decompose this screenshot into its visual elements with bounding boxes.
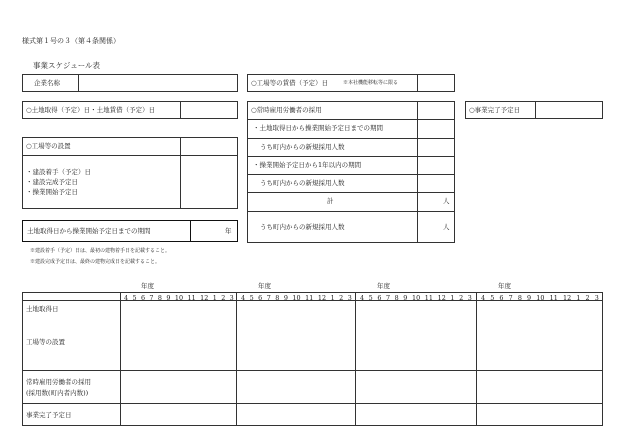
month-label: 3 bbox=[594, 294, 599, 302]
period-years-field[interactable] bbox=[192, 222, 222, 240]
month-label: 8 bbox=[275, 294, 280, 302]
month-label: 4 bbox=[481, 294, 486, 302]
lease-date-label: ○工場等の賃借（予定）日 bbox=[251, 79, 329, 87]
month-header-year-3 bbox=[360, 294, 472, 301]
factory-item-operation-start: ・操業開始予定日 bbox=[26, 188, 78, 196]
factory-item-construction-complete: ・建設完成予定日 bbox=[26, 178, 78, 186]
month-label: 6 bbox=[499, 294, 504, 302]
month-label: 12 bbox=[437, 294, 446, 302]
employment-row-2: うち町内からの新規採用人数 bbox=[260, 143, 345, 151]
land-acquisition-field[interactable] bbox=[181, 102, 237, 118]
period-label: 土地取得日から操業開始予定日までの期間 bbox=[27, 227, 151, 235]
month-label: 7 bbox=[149, 294, 154, 302]
month-label: 8 bbox=[517, 294, 522, 302]
month-label: 5 bbox=[132, 294, 137, 302]
note-construction-complete: ※建設完成予定日は、最終の建物完成日を記載すること。 bbox=[30, 259, 161, 265]
employment-row-3: ・操業開始予定日から1年以内の期間 bbox=[253, 161, 362, 169]
month-label: 8 bbox=[157, 294, 163, 302]
month-label: 1 bbox=[576, 294, 581, 302]
month-label: 9 bbox=[166, 294, 171, 302]
month-label: 2 bbox=[221, 294, 226, 302]
month-header-year-1 bbox=[124, 294, 234, 301]
month-label: 4 bbox=[124, 294, 129, 302]
month-label: 9 bbox=[403, 294, 408, 302]
month-label: 12 bbox=[200, 294, 209, 302]
schedule-row-factory-setup: 工場等の設置 bbox=[26, 338, 65, 346]
month-label: 10 bbox=[174, 294, 184, 302]
employment-label: ○常時雇用労働者の採用 bbox=[251, 106, 322, 114]
employment-row-1: ・土地取得日から操業開始予定日までの期間 bbox=[253, 124, 383, 132]
month-label: 10 bbox=[411, 294, 421, 302]
month-label: 2 bbox=[585, 294, 590, 302]
completion-date-label: ○事業完了予定日 bbox=[469, 106, 521, 114]
month-label: 1 bbox=[450, 294, 455, 302]
month-header-year-2 bbox=[241, 294, 352, 301]
month-label: 1 bbox=[212, 294, 217, 302]
month-label: 4 bbox=[360, 294, 365, 302]
month-label: 6 bbox=[258, 294, 263, 302]
fiscal-year-label-1: 年度 bbox=[141, 282, 154, 290]
month-label: 11 bbox=[305, 294, 314, 302]
month-label: 2 bbox=[459, 294, 464, 302]
month-label: 8 bbox=[394, 294, 399, 302]
month-header-year-4 bbox=[481, 294, 599, 301]
factory-label: ○工場等の設置 bbox=[26, 142, 71, 150]
month-label: 6 bbox=[140, 294, 146, 302]
fiscal-year-label-3: 年度 bbox=[377, 282, 390, 290]
employment-row-4: うち町内からの新規採用人数 bbox=[260, 179, 345, 187]
month-label: 3 bbox=[347, 294, 352, 302]
month-label: 11 bbox=[549, 294, 558, 302]
employment-total-unit: 人 bbox=[443, 197, 450, 205]
month-label: 6 bbox=[377, 294, 382, 302]
period-unit: 年 bbox=[225, 227, 232, 235]
factory-item-construction-start: ・建設着手（予定）日 bbox=[26, 168, 91, 176]
month-label: 4 bbox=[241, 294, 246, 302]
fiscal-year-label-4: 年度 bbox=[498, 282, 511, 290]
completion-date-field[interactable] bbox=[536, 102, 602, 118]
form-number: 様式第１号の３（第４条関係） bbox=[22, 37, 120, 45]
lease-date-note: ※本社機能移転等に限る bbox=[343, 80, 399, 86]
month-label: 5 bbox=[368, 294, 373, 302]
schedule-row-land-acquisition: 土地取得日 bbox=[26, 305, 59, 313]
employment-bottom-label: うち町内からの新規採用人数 bbox=[260, 223, 345, 231]
month-label: 9 bbox=[527, 294, 532, 302]
employment-bottom-unit: 人 bbox=[443, 223, 450, 231]
company-name-label: 企業名称 bbox=[34, 79, 60, 87]
schedule-row-completion: 事業完了予定日 bbox=[26, 411, 72, 419]
month-label: 12 bbox=[317, 294, 327, 302]
land-acquisition-label: ○土地取得（予定）日・土地賃借（予定）日 bbox=[26, 106, 156, 114]
month-label: 10 bbox=[536, 294, 545, 302]
company-name-field[interactable] bbox=[79, 75, 237, 91]
schedule-row-employment-sub: (採用数(町内者内数)) bbox=[26, 389, 89, 397]
note-construction-start: ※建設着手（予定）日は、最初の建物着手日を記載すること。 bbox=[30, 248, 171, 254]
month-label: 10 bbox=[292, 294, 301, 302]
month-label: 3 bbox=[229, 294, 234, 302]
month-label: 7 bbox=[508, 294, 513, 302]
month-label: 7 bbox=[385, 294, 391, 302]
fiscal-year-label-2: 年度 bbox=[258, 282, 271, 290]
month-label: 3 bbox=[467, 294, 472, 302]
month-label: 1 bbox=[330, 294, 335, 302]
month-label: 5 bbox=[490, 294, 495, 302]
schedule-row-employment: 常時雇用労働者の採用 bbox=[26, 378, 91, 386]
factory-date-fields[interactable] bbox=[181, 156, 237, 208]
month-label: 12 bbox=[562, 294, 572, 302]
lease-date-field[interactable] bbox=[418, 75, 454, 91]
employment-total-label: 計 bbox=[327, 197, 334, 205]
month-label: 5 bbox=[249, 294, 254, 302]
month-label: 9 bbox=[283, 294, 288, 302]
schedule-grid-cells[interactable] bbox=[121, 301, 602, 425]
month-label: 2 bbox=[339, 294, 344, 302]
page-title: 事業スケジュール表 bbox=[33, 61, 101, 70]
employment-count-fields[interactable] bbox=[418, 120, 454, 242]
month-label: 7 bbox=[266, 294, 271, 302]
month-label: 11 bbox=[424, 294, 434, 302]
month-label: 11 bbox=[187, 294, 196, 302]
